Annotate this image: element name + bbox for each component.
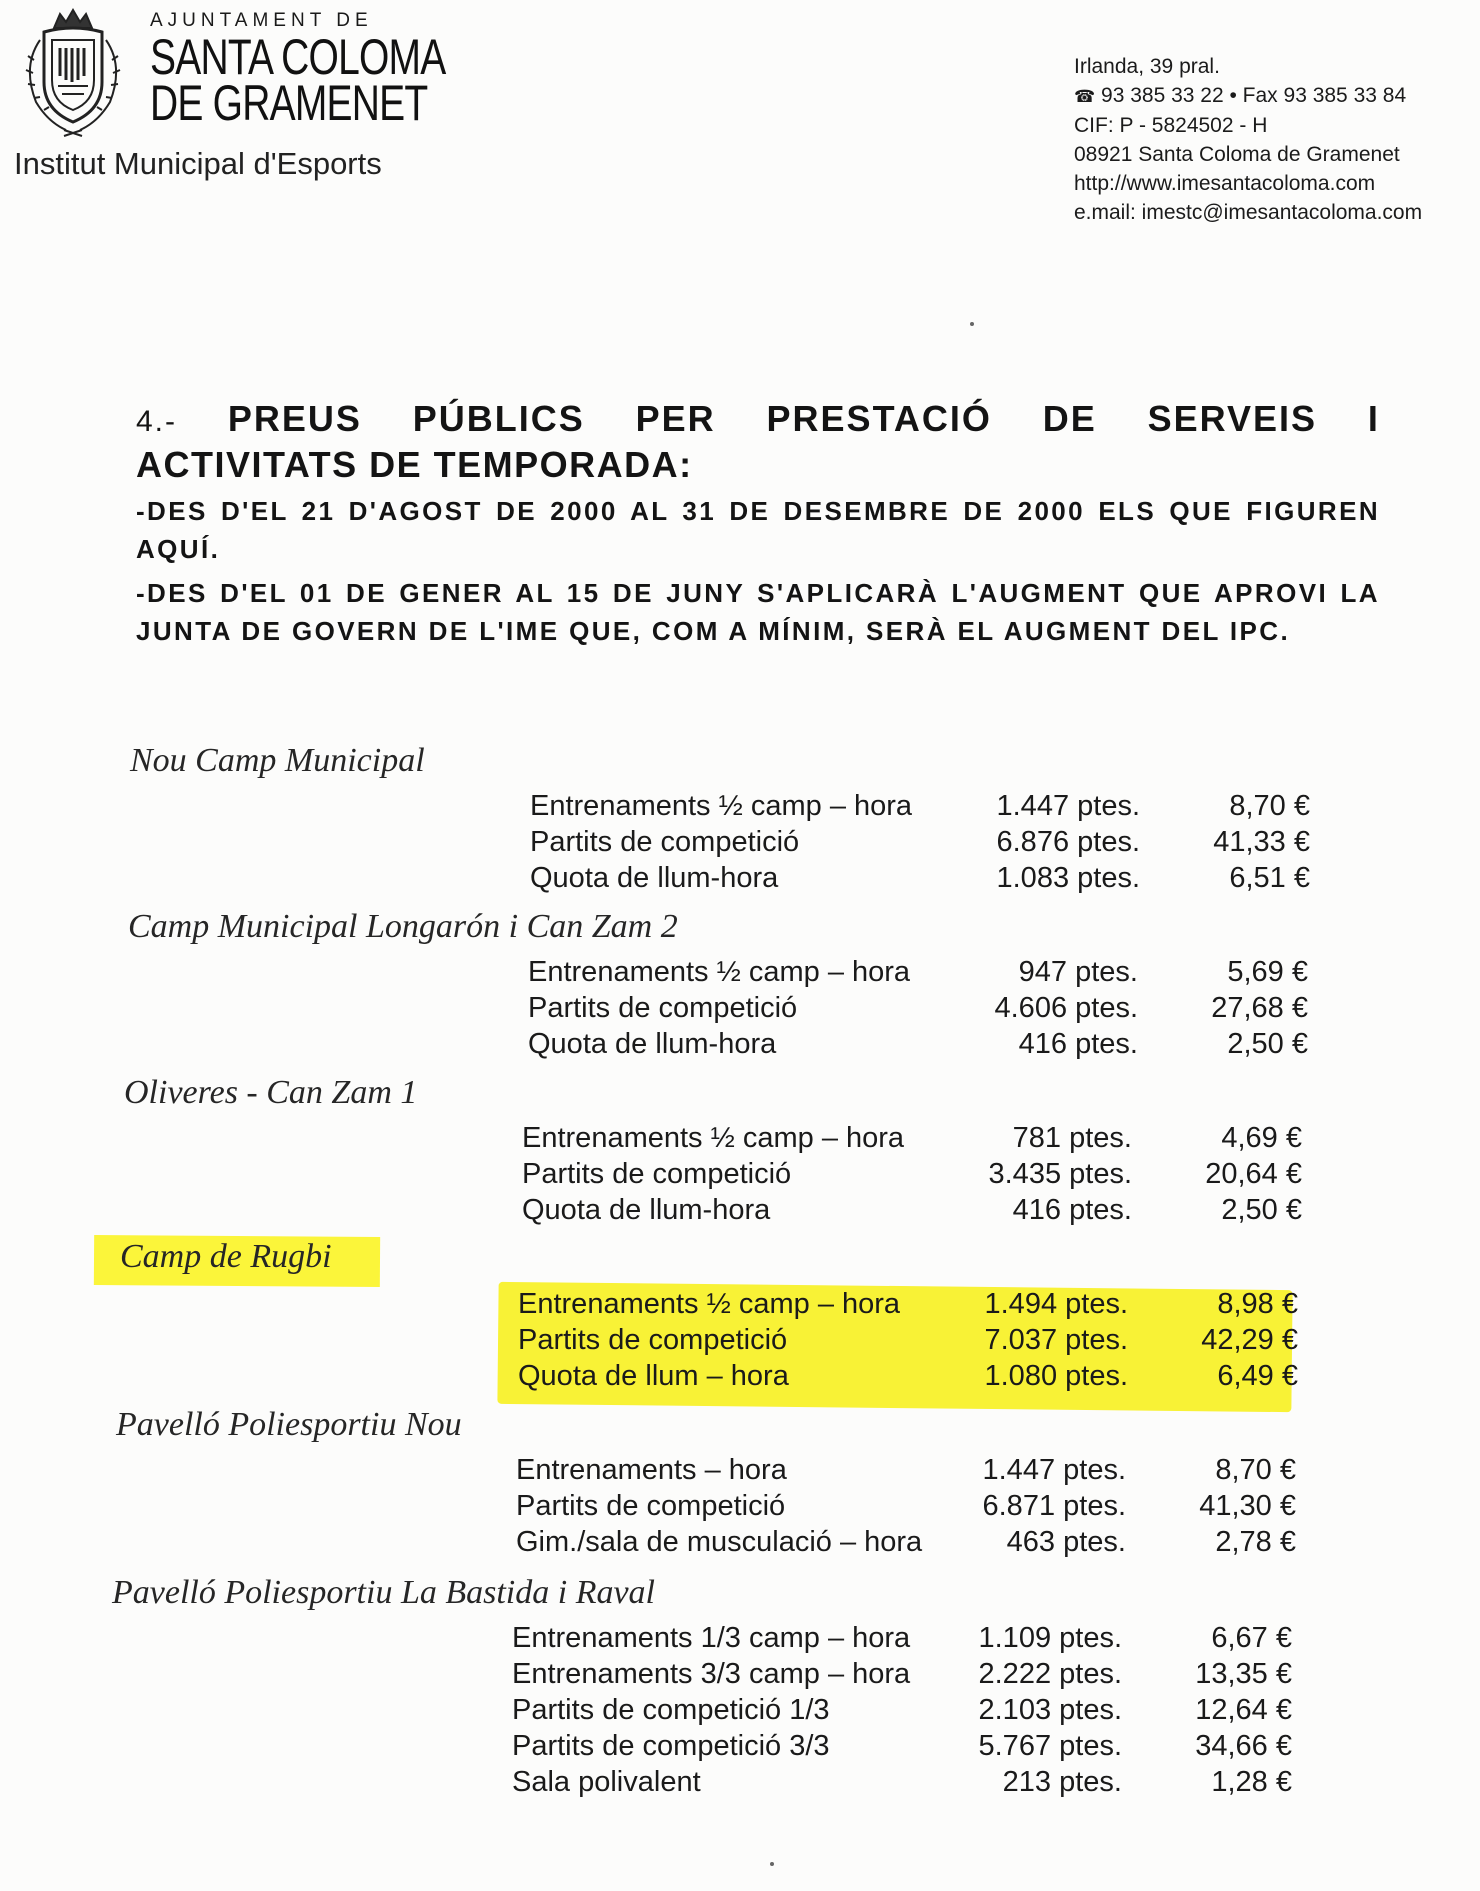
price-euros: 2,78 € [1215,1526,1296,1558]
municipality-block [150,10,450,131]
price-row [518,1360,1298,1396]
price-pesetas: 463 ptes. [1006,1526,1126,1558]
price-pesetas: 416 ptes. [1018,1028,1138,1060]
cif: CIF: P - 5824502 - H [1074,114,1268,137]
heading-word: PREUS [227,398,362,439]
city-line-2: DE GRAMENET [150,75,428,131]
price-euros: 8,98 € [1217,1288,1298,1320]
price-pesetas: 6.876 ptes. [996,826,1140,858]
price-euros: 13,35 € [1195,1658,1292,1690]
price-euros: 27,68 € [1211,992,1308,1024]
service-name: Partits de competició [516,1490,786,1522]
price-row [522,1122,1302,1158]
service-name: Quota de llum-hora [530,862,779,894]
institut-name: Institut Municipal d'Esports [14,146,382,181]
facility-title: Camp de Rugbi [120,1238,332,1275]
service-name: Entrenaments ½ camp – hora [528,956,911,988]
price-row [512,1658,1292,1694]
price-row [512,1694,1292,1730]
heading-word: DE [1042,398,1097,439]
contact-block [1074,52,1422,227]
price-pesetas: 3.435 ptes. [988,1158,1132,1190]
address: Irlanda, 39 pral. [1074,55,1220,78]
price-euros: 5,69 € [1227,956,1308,988]
price-row [516,1454,1296,1490]
facility-title: Pavelló Poliesportiu La Bastida i Raval [112,1574,656,1611]
price-row [512,1730,1292,1766]
price-euros: 20,64 € [1205,1158,1302,1190]
price-pesetas: 5.767 ptes. [978,1730,1122,1762]
price-euros: 6,49 € [1217,1360,1298,1392]
price-rows [528,956,1308,1064]
city-line-1: SANTA COLOMA [150,29,446,85]
price-euros: 4,69 € [1221,1122,1302,1154]
price-pesetas: 4.606 ptes. [994,992,1138,1024]
price-pesetas: 2.222 ptes. [978,1658,1122,1690]
service-name: Gim./sala de musculació – hora [516,1526,923,1558]
scan-speck [770,1862,774,1866]
price-row [530,790,1310,826]
service-name: Entrenaments ½ camp – hora [522,1122,905,1154]
price-euros: 6,51 € [1229,862,1310,894]
price-pesetas: 2.103 ptes. [978,1694,1122,1726]
service-name: Quota de llum – hora [518,1360,789,1392]
price-pesetas: 1.080 ptes. [984,1360,1128,1392]
price-euros: 12,64 € [1195,1694,1292,1726]
section-heading [136,398,1380,650]
price-pesetas: 1.494 ptes. [984,1288,1128,1320]
heading-word: PRESTACIÓ [766,398,992,439]
service-name: Partits de competició [522,1158,792,1190]
service-name: Sala polivalent [512,1766,701,1798]
service-name: Partits de competició [530,826,800,858]
facility-title: Nou Camp Municipal [130,742,425,779]
price-pesetas: 7.037 ptes. [984,1324,1128,1356]
price-rows [522,1122,1302,1230]
price-row [528,956,1308,992]
service-name: Partits de competició [518,1324,788,1356]
price-row [522,1158,1302,1194]
email-link[interactable]: e.mail: imestc@imesantacoloma.com [1074,201,1423,224]
heading-word: PER [635,398,716,439]
service-name: Quota de llum-hora [528,1028,777,1060]
price-pesetas: 1.447 ptes. [982,1454,1126,1486]
price-euros: 8,70 € [1215,1454,1296,1486]
price-row [516,1526,1296,1562]
service-name: Partits de competició 3/3 [512,1730,830,1762]
telephone-icon: ☎ [1074,87,1096,106]
price-euros: 41,33 € [1213,826,1310,858]
price-row [512,1622,1292,1658]
facility-title: Pavelló Poliesportiu Nou [116,1406,462,1443]
price-row [530,826,1310,862]
price-row [518,1288,1298,1324]
heading-number: 4.- [136,405,178,438]
service-name: Entrenaments – hora [516,1454,787,1486]
price-row [530,862,1310,898]
price-pesetas: 6.871 ptes. [982,1490,1126,1522]
facility-title: Oliveres - Can Zam 1 [124,1074,418,1111]
service-name: Entrenaments ½ camp – hora [518,1288,901,1320]
heading-word: SERVEIS [1147,398,1318,439]
municipal-crest-icon [14,6,132,138]
price-row [522,1194,1302,1230]
price-row [528,992,1308,1028]
price-euros: 1,28 € [1211,1766,1292,1798]
price-euros: 2,50 € [1227,1028,1308,1060]
service-name: Partits de competició 1/3 [512,1694,830,1726]
price-pesetas: 1.447 ptes. [996,790,1140,822]
price-euros: 8,70 € [1229,790,1310,822]
price-row [516,1490,1296,1526]
price-euros: 42,29 € [1201,1324,1298,1356]
heading-word: I [1367,398,1380,439]
scan-speck [970,322,974,326]
heading-line-1 [136,398,1380,440]
service-name: Quota de llum-hora [522,1194,771,1226]
city-name [150,29,446,131]
price-euros: 34,66 € [1195,1730,1292,1762]
price-euros: 41,30 € [1199,1490,1296,1522]
price-rows [518,1288,1298,1396]
heading-word: PÚBLICS [412,398,585,439]
price-rows [516,1454,1296,1562]
price-pesetas: 1.083 ptes. [996,862,1140,894]
postal-address: 08921 Santa Coloma de Gramenet [1074,143,1400,166]
service-name: Entrenaments 3/3 camp – hora [512,1658,911,1690]
price-euros: 2,50 € [1221,1194,1302,1226]
website-link[interactable]: http://www.imesantacoloma.com [1074,172,1376,195]
price-pesetas: 781 ptes. [1012,1122,1132,1154]
phone-fax: 93 385 33 22 • Fax 93 385 33 84 [1101,84,1407,107]
period-note-1: -DES D'EL 21 D'AGOST DE 2000 AL 31 DE DESEMBRE DE 2000 ELS QUE FIGUREN AQUÍ. [136,496,1380,564]
price-rows [512,1622,1292,1802]
period-note-2: -DES D'EL 01 DE GENER AL 15 DE JUNY S'APLICARÀ L'AUGMENT QUE APROVI LA JUNTA DE GOVERN DE L'IME QUE, COM A MÍNIM, SERÀ EL AUGMENT DEL IPC. [136,578,1380,646]
phone-line [1074,81,1422,111]
heading-line-2: ACTIVITATS DE TEMPORADA: [136,444,693,485]
price-row [512,1766,1292,1802]
price-pesetas: 1.109 ptes. [978,1622,1122,1654]
price-pesetas: 947 ptes. [1018,956,1138,988]
price-rows [530,790,1310,898]
service-name: Partits de competició [528,992,798,1024]
price-row [518,1324,1298,1360]
price-pesetas: 416 ptes. [1012,1194,1132,1226]
service-name: Entrenaments ½ camp – hora [530,790,913,822]
facility-title: Camp Municipal Longarón i Can Zam 2 [128,908,678,945]
ajuntament-label: AJUNTAMENT DE [150,10,373,31]
price-euros: 6,67 € [1211,1622,1292,1654]
price-pesetas: 213 ptes. [1002,1766,1122,1798]
price-row [528,1028,1308,1064]
service-name: Entrenaments 1/3 camp – hora [512,1622,911,1654]
